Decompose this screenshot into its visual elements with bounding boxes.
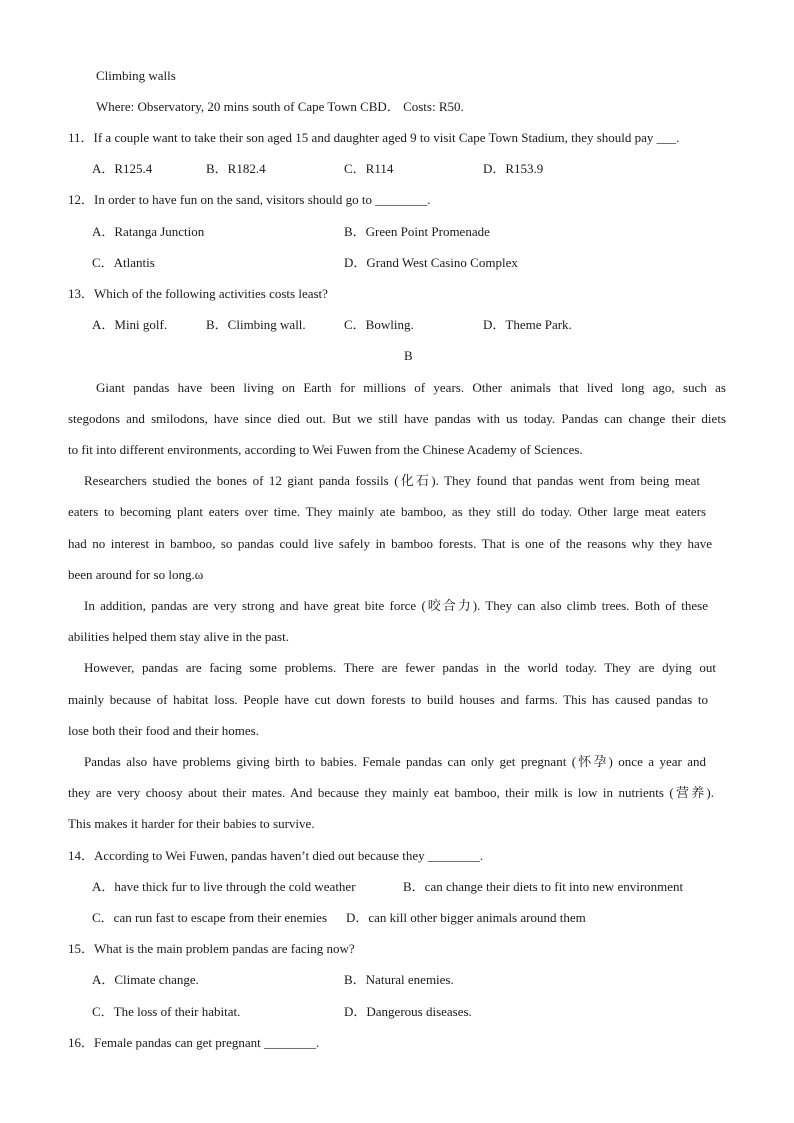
question-14-stem: 14．According to Wei Fuwen, pandas haven’t died out because they ________. [68, 848, 484, 863]
passage-line: they are very choosy about their mates. And because they mainly eat bamboo, their milk is low in nutrients (营养). [68, 785, 714, 800]
passage-line: had no interest in bamboo, so pandas could live safely in bamboo forests. That is one of the reasons why they have [68, 536, 712, 551]
passage-line: mainly because of habitat loss. People have cut down forests to build houses and farms. This has caused pandas to [68, 692, 708, 707]
passage-line: Pandas also have problems giving birth to babies. Female pandas can only get pregnant (怀孕) once a year and [84, 754, 706, 769]
passage-line: In addition, pandas are very strong and have great bite force (咬合力). They can also climb trees. Both of these [84, 598, 708, 613]
option-a[interactable]: A．Climate change. [92, 972, 199, 987]
passage-line: However, pandas are facing some problems. There are fewer pandas in the world today. They are dying out [84, 660, 716, 675]
climbing-walls-detail: Where: Observatory, 20 mins south of Cape Town CBD． Costs: R50. [96, 99, 464, 114]
question-14-options-row2 [0, 907, 794, 929]
option-d[interactable]: D．can kill other bigger animals around them [346, 910, 586, 925]
option-a[interactable]: A．Mini golf. [92, 317, 168, 332]
option-b[interactable]: B．R182.4 [206, 161, 266, 176]
question-12-options-row2 [0, 252, 794, 274]
question-11-options [0, 158, 794, 180]
option-d[interactable]: D．Dangerous diseases. [344, 1004, 472, 1019]
passage-line: Giant pandas have been living on Earth for millions of years. Other animals that lived long ago, such as [96, 380, 726, 395]
question-16-stem: 16．Female pandas can get pregnant ________. [68, 1035, 320, 1050]
passage-line: been around for so long.ω [68, 567, 204, 582]
option-b[interactable]: B．Natural enemies. [344, 972, 454, 987]
option-c[interactable]: C．Atlantis [92, 255, 155, 270]
passage-line: This makes it harder for their babies to survive. [68, 816, 315, 831]
question-15-options-row1 [0, 969, 794, 991]
option-c[interactable]: C．can run fast to escape from their enemies [92, 910, 327, 925]
option-d[interactable]: D．Theme Park. [483, 317, 572, 332]
option-c[interactable]: C．The loss of their habitat. [92, 1004, 241, 1019]
passage-line: stegodons and smilodons, have since died out. But we still have pandas with us today. Pandas can change their diets [68, 411, 726, 426]
option-c[interactable]: C．R114 [344, 161, 394, 176]
option-b[interactable]: B．Green Point Promenade [344, 224, 490, 239]
option-a[interactable]: A．R125.4 [92, 161, 153, 176]
question-13-stem: 13．Which of the following activities costs least? [68, 286, 328, 301]
option-a[interactable]: A．have thick fur to live through the cold weather [92, 879, 356, 894]
option-a[interactable]: A．Ratanga Junction [92, 224, 205, 239]
passage-line: to fit into different environments, according to Wei Fuwen from the Chinese Academy of Sciences. [68, 442, 583, 457]
question-12-options-row1 [0, 221, 794, 243]
question-11-stem: 11．If a couple want to take their son aged 15 and daughter aged 9 to visit Cape Town Stadium, they should pay ___. [68, 130, 680, 145]
section-b-label: B [404, 348, 413, 363]
option-d[interactable]: D．R153.9 [483, 161, 544, 176]
question-15-stem: 15．What is the main problem pandas are facing now? [68, 941, 355, 956]
passage-line: abilities helped them stay alive in the past. [68, 629, 289, 644]
question-13-options [0, 314, 794, 336]
question-15-options-row2 [0, 1001, 794, 1023]
option-d[interactable]: D．Grand West Casino Complex [344, 255, 518, 270]
question-14-options-row1 [0, 876, 794, 898]
option-c[interactable]: C．Bowling. [344, 317, 414, 332]
passage-line: Researchers studied the bones of 12 giant panda fossils (化石). They found that pandas went from being meat [84, 473, 700, 488]
passage-line: lose both their food and their homes. [68, 723, 259, 738]
option-b[interactable]: B．can change their diets to fit into new environment [403, 879, 684, 894]
climbing-walls-heading: Climbing walls [96, 68, 176, 83]
option-b[interactable]: B．Climbing wall. [206, 317, 306, 332]
question-12-stem: 12．In order to have fun on the sand, visitors should go to ________. [68, 192, 431, 207]
passage-line: eaters to becoming plant eaters over time. They mainly ate bamboo, as they still do today. Other large meat eaters [68, 504, 706, 519]
